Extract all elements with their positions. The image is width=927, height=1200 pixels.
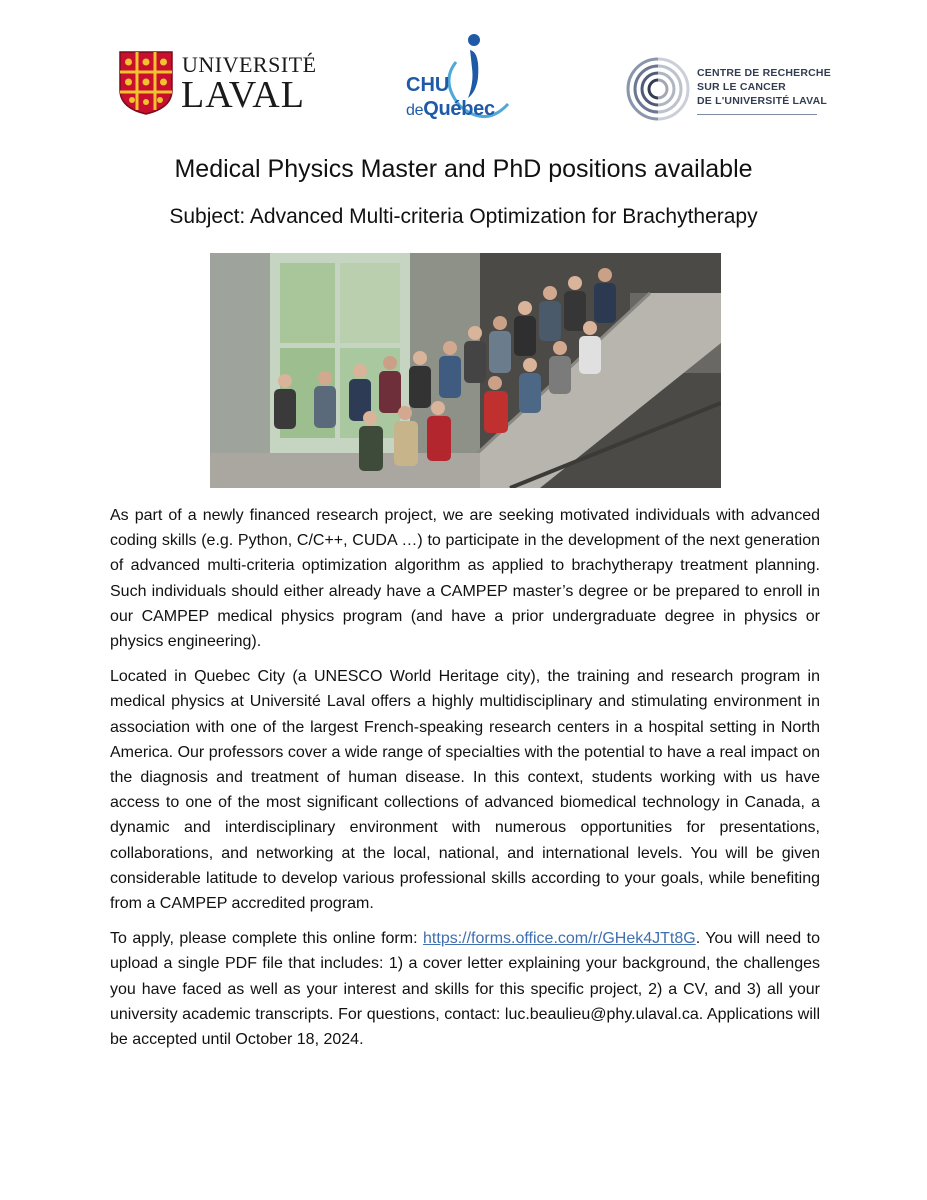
page-subtitle: Subject: Advanced Multi-criteria Optimization for Brachytherapy (169, 205, 758, 228)
chu-wordmark-de: de (406, 102, 424, 119)
chu-wordmark-line1: CHU (406, 74, 450, 96)
universite-laval-logo (118, 50, 348, 120)
crc-line3: DE L'UNIVERSITÉ LAVAL (697, 95, 827, 107)
crc-wordmark (697, 66, 831, 108)
laval-crest-icon (118, 50, 174, 116)
page-title: Medical Physics Master and PhD positions available (174, 155, 753, 183)
apply-text-end: . You will need to upload a single PDF file that includes: 1) a cover letter explaining your background, the challenges you have faced as well as your interest and skills for this specific project, 2) a CV, and 3) all your university academic transcripts. For questions, contact: luc.beaulieu@phy.ulaval.ca. Applications will be accepted until October 18, 2024. (110, 930, 821, 1049)
crc-universite-laval-logo (625, 56, 835, 122)
paragraph-apply (110, 926, 820, 1052)
laval-wordmark-line2: LAVAL (181, 74, 305, 116)
paragraph-intro: As part of a newly financed research project, we are seeking motivated individuals with advanced coding skills (e.g. Python, C/C++, CUDA …) to participate in the development of the next generation of advanced multi-criteria optimization algorithm as applied to brachytherapy treatment planning. Such individuals should either already have a CAMPEP master’s degree or be prepared to enroll in our CAMPEP medical physics program (and have a prior undergraduate degree in physics or physics engineering). (110, 507, 820, 651)
paragraph-location: Located in Quebec City (a UNESCO World Heritage city), the training and research program in medical physics at Université Laval offers a highly multidisciplinary and stimulating environment in association with one of the largest French-speaking research centers in a hospital setting in North America. Our professors cover a wide range of specialties with the potential to have a real impact on the diagnosis and treatment of human disease. In this context, students working with us have access to one of the most significant collections of advanced biomedical technology in Canada, a dynamic and interdisciplinary environment with numerous opportunities for presentations, collaborations, and networking at the local, national, and international levels. You will be given considerable latitude to develop various professional skills according to your goals, while benefiting from a CAMPEP accredited program. (110, 668, 820, 913)
group-photo-illustration (210, 253, 721, 488)
body-text (110, 503, 820, 1062)
crc-circles-icon (625, 56, 691, 122)
laval-wordmark-line1: UNIVERSITÉ (182, 52, 317, 77)
chu-wordmark-line2 (406, 98, 495, 121)
crc-line1: CENTRE DE RECHERCHE (697, 67, 831, 79)
apply-text-start: To apply, please complete this online form: (110, 930, 424, 948)
group-photo (210, 253, 721, 488)
crc-line2: SUR LE CANCER (697, 81, 786, 93)
crc-underline (697, 114, 817, 115)
chu-wordmark-quebec: Québec (423, 98, 495, 120)
application-form-link[interactable]: https://forms.office.com/r/GHek4JTt8G (423, 930, 696, 948)
chu-de-quebec-logo (400, 32, 520, 124)
logo-row (0, 28, 927, 128)
